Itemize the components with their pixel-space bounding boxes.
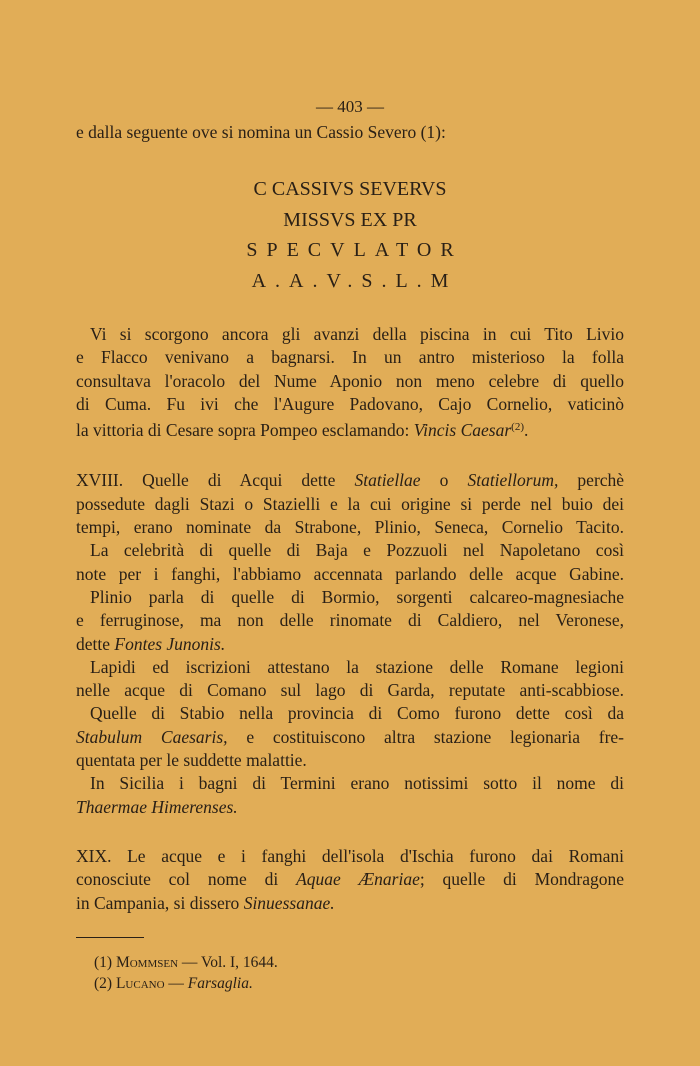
page: [76, 96, 624, 994]
intro-line: [76, 120, 624, 144]
paragraph-stabio: [76, 702, 624, 772]
p8-italic-sinuessanae: Sinuessanae.: [243, 892, 335, 913]
p2-line-3: tempi, erano nominate da Strabone, Plinio, Seneca, Cornelio Tacito.: [76, 517, 624, 538]
paragraph-bormio: [76, 586, 624, 656]
p7-line-1: In Sicilia i bagni di Termini erano notissimi sotto il nome di: [90, 773, 624, 794]
p6-italic-stabulum: Stabulum Caesaris,: [76, 726, 228, 747]
footnote-1-sep: —: [181, 953, 198, 971]
p1-line-4: di Cuma. Fu ivi che l'Augure Padovano, Cajo Cornelio, vaticinò: [76, 393, 624, 414]
p3-line-1: La celebrità di quelle di Baja e Pozzuoli nel Napoletano così: [90, 540, 624, 561]
inscription-line-1: C CASSIVS SEVERVS: [253, 178, 447, 200]
footnote-2-sep: —: [168, 974, 184, 992]
footnote-ref-1: (1):: [420, 122, 446, 142]
paragraph-xix: [76, 845, 624, 915]
footnote-divider: [76, 937, 144, 938]
p1-line-5: [76, 416, 624, 442]
latin-inscription: [76, 174, 624, 296]
p4-italic-fontes: Fontes Junonis.: [114, 633, 226, 654]
paragraph-comano: [76, 656, 624, 703]
footnote-1-author: Mommsen: [115, 953, 179, 971]
p1-line-1: Vi si scorgono ancora gli avanzi della piscina in cui Tito Livio: [90, 324, 624, 344]
p2-text-c: perchè: [577, 470, 625, 491]
p1-italic-vincis: Vincis Caesar: [413, 420, 512, 441]
paragraph-aponio: [76, 323, 624, 442]
p6-line-2: [76, 726, 624, 749]
p8-line-1: XIX. Le acque e i fanghi dell'isola d'Ischia furono dai Romani: [76, 845, 624, 866]
p2-text-a: XVIII. Quelle di Acqui dette: [76, 470, 336, 491]
p1-line-5-text: la vittoria di Cesare sopra Pompeo esclamando:: [76, 420, 410, 441]
p2-text-b: o: [439, 470, 449, 491]
footnote-ref-2: (2): [511, 421, 524, 434]
intro-text: e dalla seguente ove si nomina un Cassio Severo: [76, 122, 417, 142]
p1-end: .: [523, 420, 529, 441]
inscription-line-4: A.A.V.S.L.M: [251, 269, 458, 292]
p6-text: e costituiscono altra stazione legionaria fre-: [246, 726, 625, 747]
footnote-2-number: (2): [94, 974, 113, 992]
p2-italic-statiellae: Statiellae: [354, 470, 421, 491]
p2-line-1: [76, 469, 624, 492]
p2-line-2: possedute dagli Stazi o Stazielli e la cui origine si perde nel buio dei: [76, 493, 624, 514]
p8-line-3: [76, 892, 624, 915]
p7-line-2: [76, 796, 624, 819]
p4-line-3: [76, 633, 624, 656]
footnote-1: [94, 952, 624, 973]
p8-text-a: conosciute col nome di: [76, 869, 279, 890]
paragraph-sicilia: [76, 772, 624, 819]
p4-line-1: Plinio parla di quelle di Bormio, sorgenti calcareo-magnesiache: [90, 586, 624, 607]
p8-italic-aquae: Aquae Ænariae: [296, 869, 420, 890]
inscription-line-2: MISSVS EX PR: [283, 208, 417, 231]
p4-text: dette: [76, 633, 111, 654]
p1-line-3: consultava l'oracolo del Nume Aponio non meno celebre di quello: [76, 370, 624, 391]
p8-line-2: [76, 868, 624, 891]
p1-line-2: e Flacco venivano a bagnarsi. In un antro misterioso la folla: [76, 347, 624, 368]
p6-line-1: Quelle di Stabio nella provincia di Como furono dette così da: [90, 703, 624, 724]
footnote-1-number: (1): [94, 953, 113, 971]
p5-line-2: nelle acque di Comano sul lago di Garda, reputate anti-scabbiose.: [76, 680, 624, 701]
p8-text-c: in Campania, si dissero: [76, 892, 240, 913]
inscription-line-3: SPECVLATOR: [246, 239, 463, 261]
p8-text-b: ; quelle di Mondragone: [419, 869, 625, 890]
p2-italic-statiellorum: Statiellorum,: [467, 470, 559, 491]
footnote-2-text: Farsaglia.: [187, 974, 253, 992]
paragraph-baja: [76, 539, 624, 586]
page-number: — 403 —: [316, 97, 384, 116]
p5-line-1: Lapidi ed iscrizioni attestano la stazione delle Romane legioni: [90, 656, 624, 677]
p4-line-2: e ferruginose, ma non delle rinomate di Caldiero, nel Veronese,: [76, 610, 624, 631]
footnote-1-text: Vol. I, 1644.: [201, 953, 278, 971]
p7-italic-thaermae: Thaermae Himerenses.: [76, 796, 238, 817]
p3-line-2: note per i fanghi, l'abbiamo accennata parlando delle acque Gabine.: [76, 563, 624, 584]
paragraph-xviii: [76, 469, 624, 539]
p6-line-3: quentata per le suddette malattie.: [76, 750, 307, 771]
footnotes: [76, 952, 624, 994]
footnote-2: [94, 973, 624, 994]
footnote-2-author: Lucano: [115, 974, 165, 992]
